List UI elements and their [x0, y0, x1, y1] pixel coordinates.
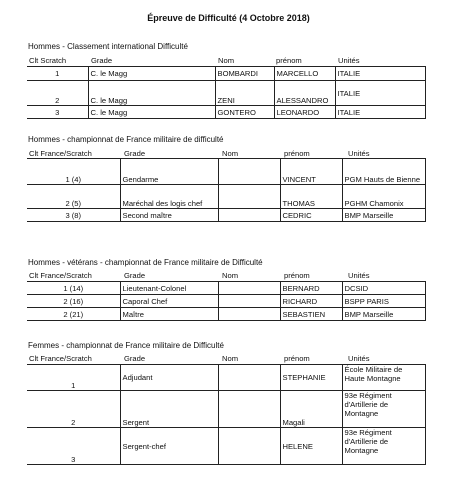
column-header-grade: Grade — [124, 354, 146, 363]
name-cell — [218, 159, 280, 185]
table-row — [27, 391, 425, 428]
rank-cell: 1 — [27, 365, 120, 391]
unit-cell: École Militaire de Haute Montagne — [342, 365, 425, 391]
column-header-grade: Grade — [124, 271, 146, 280]
unit-cell: PGHM Chamonix — [342, 185, 425, 209]
section-heading: Hommes - vétérans - championnat de France militaire de Difficulté — [28, 258, 263, 267]
column-header-unit: Unités — [338, 56, 360, 65]
firstname-cell: STEPHANIE — [280, 365, 342, 391]
name-cell — [218, 295, 280, 308]
table-row — [27, 185, 425, 209]
grade-cell: Caporal Chef — [120, 295, 218, 308]
unit-cell: ITALIE — [335, 106, 425, 119]
table-row — [27, 295, 425, 308]
name-cell — [218, 185, 280, 209]
name-cell — [218, 391, 280, 428]
ranking-table — [27, 364, 426, 465]
firstname-cell: Magali — [280, 391, 342, 428]
firstname-cell: BERNARD — [280, 282, 342, 295]
unit-cell: ITALIE — [335, 81, 425, 106]
column-header-firstname: prénom — [284, 271, 310, 280]
page-title: Épreuve de Difficulté (4 Octobre 2018) — [147, 13, 310, 23]
grade-cell: Gendarme — [120, 159, 218, 185]
column-header-name: Nom — [222, 149, 239, 158]
section-heading: Hommes - Classement international Difficulté — [28, 42, 188, 51]
name-cell — [218, 282, 280, 295]
rank-cell: 1 — [27, 67, 88, 81]
firstname-cell: MARCELLO — [274, 67, 335, 81]
table-row — [27, 209, 425, 222]
name-cell: BOMBARDI — [215, 67, 274, 81]
ranking-table — [27, 281, 426, 321]
column-header-grade: Grade — [91, 56, 113, 65]
column-header-unit: Unités — [348, 149, 370, 158]
unit-cell: BSPP PARIS — [342, 295, 425, 308]
firstname-cell: RICHARD — [280, 295, 342, 308]
grade-cell: Sergent-chef — [120, 428, 218, 465]
rank-cell: 2 — [27, 391, 120, 428]
rank-cell: 2 (21) — [27, 308, 120, 321]
unit-cell: 93e Régiment d'Artillerie de Montagne — [342, 391, 425, 428]
rank-cell: 2 (5) — [27, 185, 120, 209]
table-row — [27, 106, 425, 119]
column-header-unit: Unités — [348, 271, 370, 280]
firstname-cell: VINCENT — [280, 159, 342, 185]
name-cell — [218, 365, 280, 391]
section-heading: Hommes - championnat de France militaire de difficulté — [28, 135, 224, 144]
unit-cell: ITALIE — [335, 67, 425, 81]
unit-cell: PGM Hauts de Bienne — [342, 159, 425, 185]
firstname-cell: THOMAS — [280, 185, 342, 209]
unit-cell: DCSID — [342, 282, 425, 295]
rank-cell: 1 (14) — [27, 282, 120, 295]
column-header-name: Nom — [222, 354, 239, 363]
unit-cell: BMP Marseille — [342, 308, 425, 321]
table-row — [27, 159, 425, 185]
column-header-name: Nom — [222, 271, 239, 280]
column-header-grade: Grade — [124, 149, 146, 158]
grade-cell: Maître — [120, 308, 218, 321]
firstname-cell: SEBASTIEN — [280, 308, 342, 321]
grade-cell: Maréchal des logis chef — [120, 185, 218, 209]
grade-cell: C. le Magg — [88, 67, 215, 81]
unit-cell: 93e Régiment d'Artillerie de Montagne — [342, 428, 425, 465]
grade-cell: Second maître — [120, 209, 218, 222]
name-cell: ZENI — [215, 81, 274, 106]
column-header-unit: Unités — [348, 354, 370, 363]
column-header-firstname: prénom — [284, 149, 310, 158]
firstname-cell: HELENE — [280, 428, 342, 465]
column-header-name: Nom — [218, 56, 235, 65]
table-row — [27, 282, 425, 295]
column-header-firstname: prénom — [284, 354, 310, 363]
section-heading: Femmes - championnat de France militaire de Difficulté — [28, 341, 224, 350]
ranking-table — [27, 66, 426, 119]
table-row — [27, 67, 425, 81]
firstname-cell: ALESSANDRO — [274, 81, 335, 106]
column-header-firstname: prénom — [276, 56, 302, 65]
name-cell — [218, 209, 280, 222]
grade-cell: C. le Magg — [88, 106, 215, 119]
rank-cell: 2 — [27, 81, 88, 106]
name-cell — [218, 308, 280, 321]
firstname-cell: CEDRIC — [280, 209, 342, 222]
grade-cell: Lieutenant-Colonel — [120, 282, 218, 295]
name-cell: GONTERO — [215, 106, 274, 119]
table-row — [27, 308, 425, 321]
ranking-table — [27, 158, 426, 222]
rank-cell: 3 (8) — [27, 209, 120, 222]
rank-cell: 3 — [27, 106, 88, 119]
grade-cell: Sergent — [120, 391, 218, 428]
name-cell — [218, 428, 280, 465]
grade-cell: C. le Magg — [88, 81, 215, 106]
unit-cell: BMP Marseille — [342, 209, 425, 222]
rank-cell: 2 (16) — [27, 295, 120, 308]
table-row — [27, 365, 425, 391]
rank-cell: 3 — [27, 428, 120, 465]
firstname-cell: LEONARDO — [274, 106, 335, 119]
table-row — [27, 428, 425, 465]
grade-cell: Adjudant — [120, 365, 218, 391]
column-header-rank: Clt France/Scratch — [29, 149, 92, 158]
column-header-rank: Clt Scratch — [29, 56, 67, 65]
table-row — [27, 81, 425, 106]
column-header-rank: Clt France/Scratch — [29, 271, 92, 280]
column-header-rank: Clt France/Scratch — [29, 354, 92, 363]
rank-cell: 1 (4) — [27, 159, 120, 185]
